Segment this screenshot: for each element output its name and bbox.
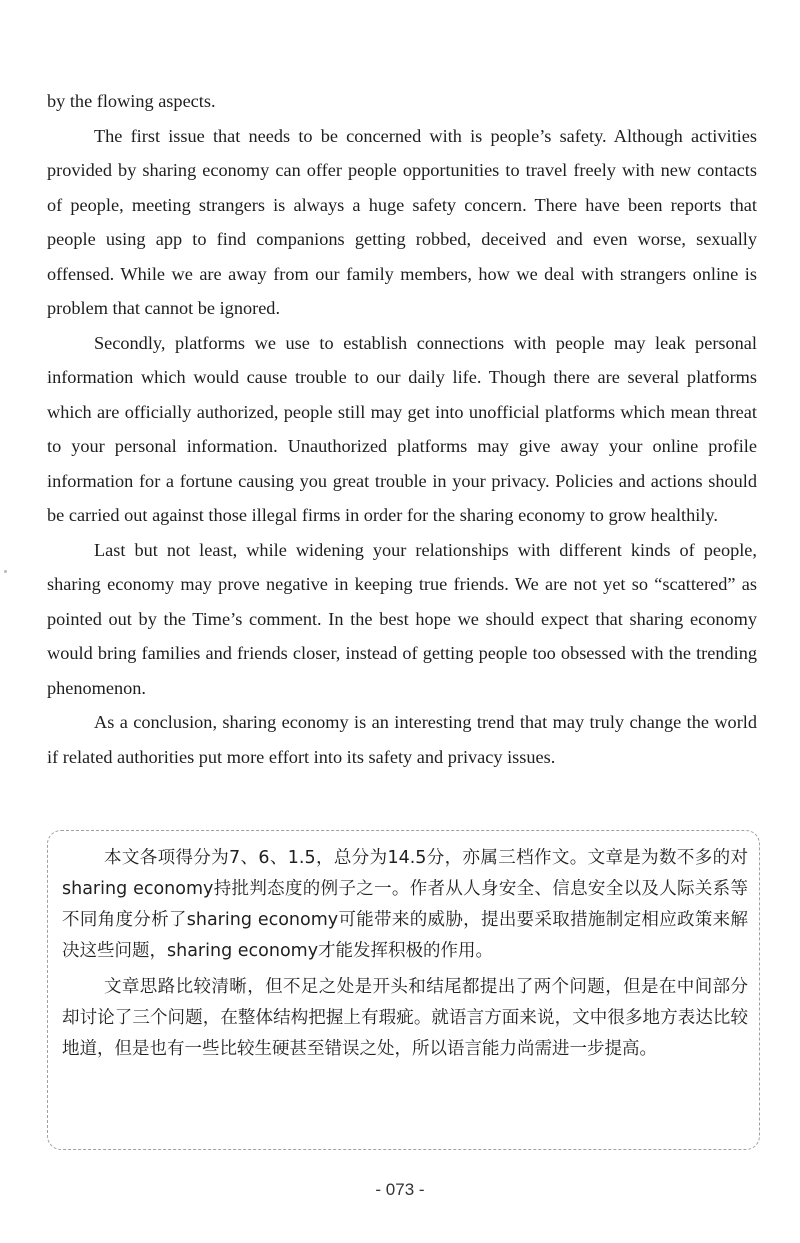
comment-box <box>62 843 748 1070</box>
essay-paragraph-privacy: Secondly, platforms we use to establish connections with people may leak personal information which would cause trouble to our daily life. Though there are several platforms which are officially authorized, people still may get into unofficial platforms which mean threat to your personal information. Unauthorized platforms may give away your online profile information for a fortune causing you great trouble in your privacy. Policies and actions should be carried out against those illegal firms in order for the sharing economy to grow healthily. <box>47 332 757 525</box>
page-number: - 073 - <box>375 1180 425 1199</box>
margin-dot <box>4 570 7 573</box>
essay-paragraph-friendship: Last but not least, while widening your relationships with different kinds of people, sharing economy may prove negative in keeping true friends. We are not yet so “scattered” as pointed out by the Time’s comment. In the best hope we should expect that sharing economy would bring families and friends closer, instead of getting people too obsessed with the trending phenomenon. <box>47 539 757 698</box>
comment-paragraph-scores: 本文各项得分为7、6、1.5，总分为14.5分，亦属三档作文。文章是为数不多的对sharing economy持批判态度的例子之一。作者从人身安全、信息安全以及人际关系等不同角度分析了sharing economy可能带来的威胁，提出要采取措施制定相应政策来解决这些问题，sharing economy才能发挥积极的作用。 <box>62 848 748 961</box>
essay-paragraph-conclusion: As a conclusion, sharing economy is an interesting trend that may truly change the world if related authorities put more effort into its safety and privacy issues. <box>47 712 757 767</box>
essay-paragraph-safety: The first issue that needs to be concerned with is people’s safety. Although activities provided by sharing economy can offer people opportunities to travel freely with new contacts of people, meeting strangers is always a huge safety concern. There have been reports that people using app to find companions getting robbed, deceived and even worse, sexually offensed. While we are away from our family members, how we deal with strangers online is problem that cannot be ignored. <box>47 125 757 318</box>
essay-body <box>47 84 757 774</box>
comment-paragraph-evaluation: 文章思路比较清晰，但不足之处是开头和结尾都提出了两个问题，但是在中间部分却讨论了三个问题，在整体结构把握上有瑕疵。就语言方面来说，文中很多地方表达比较地道，但是也有一些比较生硬甚至错误之处，所以语言能力尚需进一步提高。 <box>62 977 748 1059</box>
essay-paragraph-intro-tail: by the flowing aspects. <box>47 91 216 111</box>
